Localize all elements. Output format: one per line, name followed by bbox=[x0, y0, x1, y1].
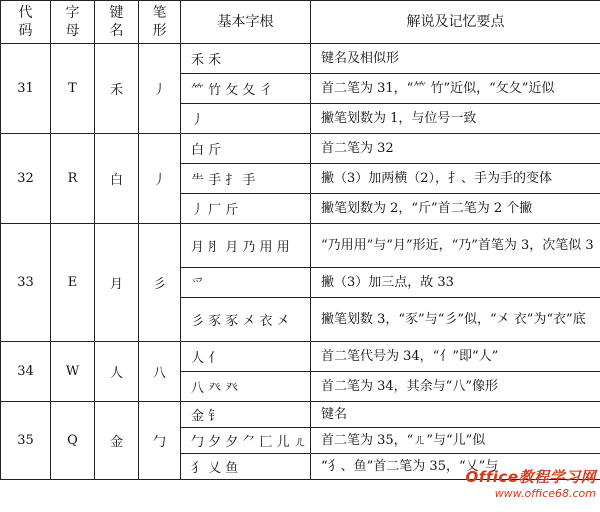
note-cell: 首二笔为 35，“ㄦ”与“儿”似 bbox=[311, 428, 600, 454]
code-cell: 35 bbox=[1, 402, 51, 480]
table-row bbox=[1, 134, 600, 164]
note-cell: “犭、鱼”首二笔为 35，“乂”与 bbox=[311, 454, 600, 480]
code-cell: 31 bbox=[1, 44, 51, 134]
stroke-cell: 丿 bbox=[139, 44, 181, 134]
note-cell: 首二笔为 32 bbox=[311, 134, 600, 164]
note-cell: 键名 bbox=[311, 402, 600, 428]
header-key-name: 键 名 bbox=[95, 1, 139, 44]
code-cell: 34 bbox=[1, 342, 51, 402]
note-cell: 首二笔代号为 34，“亻”即“人” bbox=[311, 342, 600, 372]
code-cell: 33 bbox=[1, 224, 51, 342]
header-row bbox=[1, 1, 600, 44]
roots-cell: 人 亻 bbox=[181, 342, 311, 372]
letter-cell: Q bbox=[51, 402, 95, 480]
roots-cell: ⺮ 竹 攵 夂 彳 bbox=[181, 74, 311, 104]
note-cell: 撇（3）加三点，故 33 bbox=[311, 268, 600, 298]
header-letter: 字 母 bbox=[51, 1, 95, 44]
header-roots: 基本字根 bbox=[181, 1, 311, 44]
roots-cell: 月 ⺼ 月 乃 用 用 bbox=[181, 224, 311, 268]
letter-cell: E bbox=[51, 224, 95, 342]
note-cell: 首二笔为 34，其余与“八”像形 bbox=[311, 372, 600, 402]
note-cell: 撇笔划数为 1，与位号一致 bbox=[311, 104, 600, 134]
roots-cell: ⺧ 手 扌 手 bbox=[181, 164, 311, 194]
roots-cell: 白 斤 bbox=[181, 134, 311, 164]
roots-cell: 爫 bbox=[181, 268, 311, 298]
stroke-cell: 勹 bbox=[139, 402, 181, 480]
header-code: 代 码 bbox=[1, 1, 51, 44]
note-cell: 键名及相似形 bbox=[311, 44, 600, 74]
note-cell: 撇（3）加两横（2），扌、手为手的变体 bbox=[311, 164, 600, 194]
table-row bbox=[1, 342, 600, 372]
stroke-cell: 丿 bbox=[139, 134, 181, 224]
roots-cell: 犭 乂 鱼 bbox=[181, 454, 311, 480]
key-name-cell: 金 bbox=[95, 402, 139, 480]
code-cell: 32 bbox=[1, 134, 51, 224]
roots-cell: 彡 豕 豕 㐅 衣 㐅 bbox=[181, 298, 311, 342]
roots-cell: 禾 禾 bbox=[181, 44, 311, 74]
note-cell: 首二笔为 31，“⺮ 竹”近似，“攵夂”近似 bbox=[311, 74, 600, 104]
roots-cell: 丿 bbox=[181, 104, 311, 134]
roots-cell: 金 钅 bbox=[181, 402, 311, 428]
stroke-cell: 八 bbox=[139, 342, 181, 402]
watermark-url: www.office68.com bbox=[494, 487, 596, 500]
letter-cell: R bbox=[51, 134, 95, 224]
header-notes: 解说及记忆要点 bbox=[311, 1, 600, 44]
site-watermark bbox=[446, 466, 596, 502]
roots-cell: 勹 夕 夕 ⺈ 匚 儿 ㄦ bbox=[181, 428, 311, 454]
letter-cell: T bbox=[51, 44, 95, 134]
note-cell: 撇笔划数 3，“豕”与“彡”似，“㐅 衣”为“衣”底 bbox=[311, 298, 600, 342]
key-name-cell: 人 bbox=[95, 342, 139, 402]
table-row bbox=[1, 402, 600, 428]
key-name-cell: 白 bbox=[95, 134, 139, 224]
header-stroke: 笔 形 bbox=[139, 1, 181, 44]
note-cell: “乃用用”与“月”形近，“乃”首笔为 3，次笔似 3 bbox=[311, 224, 600, 268]
key-name-cell: 月 bbox=[95, 224, 139, 342]
table-row bbox=[1, 224, 600, 268]
roots-cell: 八 癶 癶 bbox=[181, 372, 311, 402]
key-name-cell: 禾 bbox=[95, 44, 139, 134]
watermark-brand: Office教程学习网 bbox=[465, 468, 596, 486]
note-cell: 撇笔划数为 2，“斤”首二笔为 2 个撇 bbox=[311, 194, 600, 224]
roots-cell: 丿 厂 斤 bbox=[181, 194, 311, 224]
stroke-cell: 彡 bbox=[139, 224, 181, 342]
table-row bbox=[1, 44, 600, 74]
letter-cell: W bbox=[51, 342, 95, 402]
